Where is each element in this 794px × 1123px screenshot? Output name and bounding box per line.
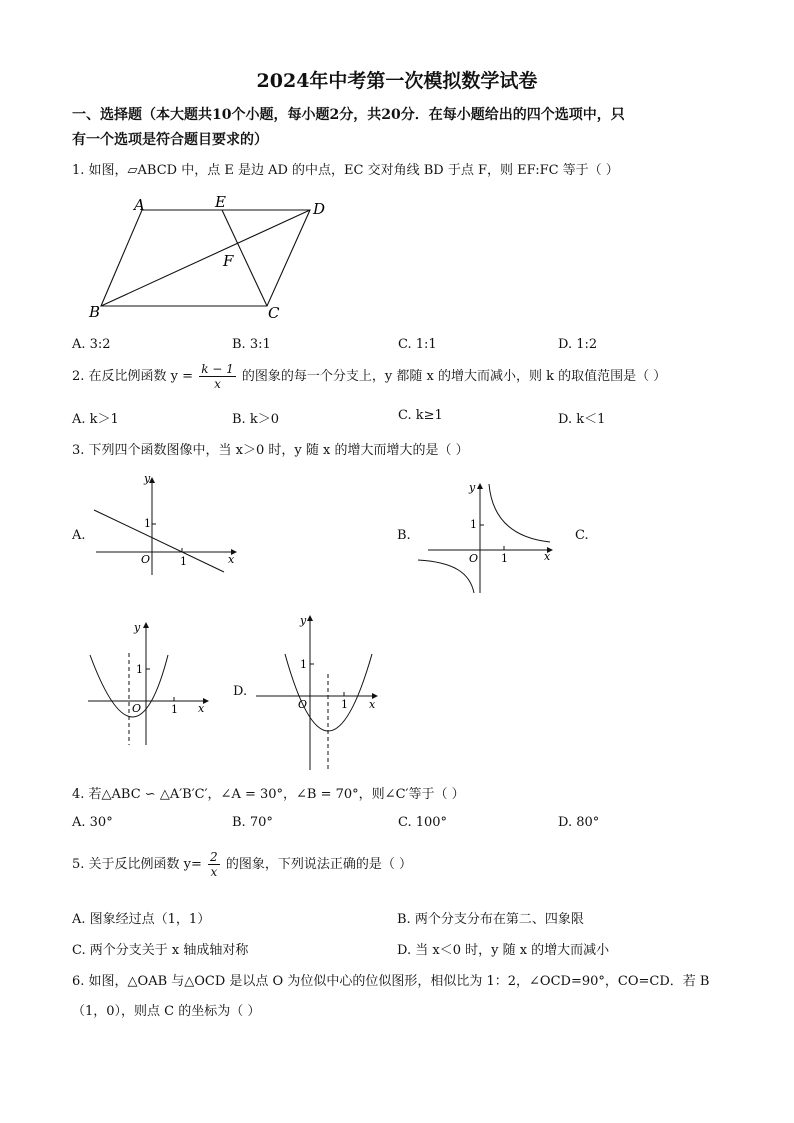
question-5-text	[72, 850, 412, 879]
graph-d-y-label: y	[300, 614, 307, 627]
q4-option-b: B. 70°	[232, 815, 273, 830]
label-c: C	[268, 304, 280, 320]
q5-prefix: 5. 关于反比例函数 y=	[72, 857, 202, 872]
graph-c-y-label: y	[134, 621, 141, 634]
q3-label-c: C.	[575, 528, 589, 543]
graph-d-x-tick: 1	[341, 698, 348, 711]
q3-label-a: A.	[72, 528, 86, 543]
question-4-text: 4. 若△ABC ∽ △A′B′C′，∠A = 30°，∠B = 70°，则∠C′等于（ ）	[72, 787, 465, 802]
q5-frac-numerator: 2	[210, 850, 218, 864]
question-6-line2: （1，0），则点 C 的坐标为（ ）	[72, 1004, 261, 1019]
q5-fraction	[208, 850, 220, 879]
label-b: B	[89, 303, 101, 320]
q4-option-c: C. 100°	[398, 815, 448, 830]
q5-option-b: B. 两个分支分布在第二、四象限	[397, 912, 584, 927]
q4-option-d: D. 80°	[558, 815, 600, 830]
q1-option-d: D. 1:2	[558, 337, 598, 352]
q1-option-c: C. 1:1	[398, 337, 437, 352]
graph-c-x-label: x	[198, 702, 205, 715]
q2-fraction	[199, 362, 236, 391]
graph-d-y-tick: 1	[300, 658, 307, 671]
q5-option-c: C. 两个分支关于 x 轴成轴对称	[72, 943, 249, 958]
q3-graph-a-linear	[86, 470, 246, 580]
question-3-text: 3. 下列四个函数图像中，当 x＞0 时，y 随 x 的增大而增大的是（ ）	[72, 443, 469, 458]
section-heading-line2: 有一个选项是符合题目要求的）	[72, 132, 268, 148]
label-e: E	[215, 193, 226, 211]
q5-option-a: A. 图象经过点（1，1）	[72, 912, 211, 927]
q5-suffix: 的图象，下列说法正确的是（ ）	[225, 857, 412, 872]
graph-d-x-label: x	[369, 698, 376, 711]
q1-option-b: B. 3:1	[232, 337, 271, 352]
q3-graph-b-inverse	[414, 478, 559, 596]
graph-d-origin-label: O	[298, 698, 308, 711]
q1-option-a: A. 3:2	[72, 337, 111, 352]
graph-b-x-tick: 1	[501, 552, 508, 565]
graph-a-y-tick: 1	[144, 517, 151, 530]
graph-a-origin-label: O	[141, 553, 151, 566]
question-2-text	[72, 362, 666, 391]
graph-b-origin-label: O	[469, 552, 479, 565]
graph-b-y-tick: 1	[470, 518, 477, 531]
graph-c-x-tick: 1	[171, 703, 178, 716]
q2-option-d: D. k＜1	[558, 412, 606, 427]
q2-option-b: B. k＞0	[232, 412, 279, 427]
q1-parallelogram-figure	[85, 190, 345, 320]
question-6-line1: 6. 如图，△OAB 与△OCD 是以点 O 为位似中心的位似图形，相似比为 1：2，∠OCD=90°，CO=CD．若 B	[72, 974, 710, 989]
graph-c-y-tick: 1	[136, 663, 143, 676]
graph-b-x-label: x	[544, 550, 551, 563]
page-title: 2024年中考第一次模拟数学试卷	[256, 70, 538, 92]
graph-b-y-label: y	[469, 481, 476, 494]
label-f: F	[223, 252, 234, 270]
graph-a-x-tick: 1	[180, 555, 187, 568]
section-heading	[72, 103, 732, 153]
q3-label-b: B.	[397, 528, 411, 543]
diagonal-bd	[101, 210, 310, 306]
q2-option-a: A. k＞1	[72, 412, 119, 427]
section-heading-line1: 一、选择题（本大题共10个小题，每小题2分，共20分．在每小题给出的四个选项中，只	[72, 107, 625, 123]
q3-label-d: D.	[233, 684, 248, 699]
q5-option-d: D. 当 x＜0 时，y 随 x 的增大而减小	[397, 943, 610, 958]
graph-a-x-label: x	[228, 553, 235, 566]
q5-frac-denominator: x	[210, 865, 218, 879]
q2-frac-numerator: k − 1	[201, 362, 234, 376]
q3-graph-d-parabola	[252, 610, 382, 775]
q4-option-a: A. 30°	[72, 815, 113, 830]
q3-graph-c-parabola	[80, 617, 215, 747]
graph-a-y-label: y	[144, 472, 151, 485]
q2-suffix: 的图象的每一个分支上，y 都随 x 的增大而减小，则 k 的取值范围是（ ）	[241, 369, 667, 384]
question-1-text: 1. 如图，▱ABCD 中，点 E 是边 AD 的中点，EC 交对角线 BD 于点 F，则 EF:FC 等于（ ）	[72, 163, 619, 178]
q2-prefix: 2. 在反比例函数 y =	[72, 369, 194, 384]
label-a: A	[134, 196, 145, 214]
label-d: D	[313, 200, 326, 218]
q2-frac-denominator: x	[214, 377, 221, 391]
graph-c-origin-label: O	[132, 702, 142, 715]
q2-option-c: C. k≥1	[398, 408, 443, 423]
